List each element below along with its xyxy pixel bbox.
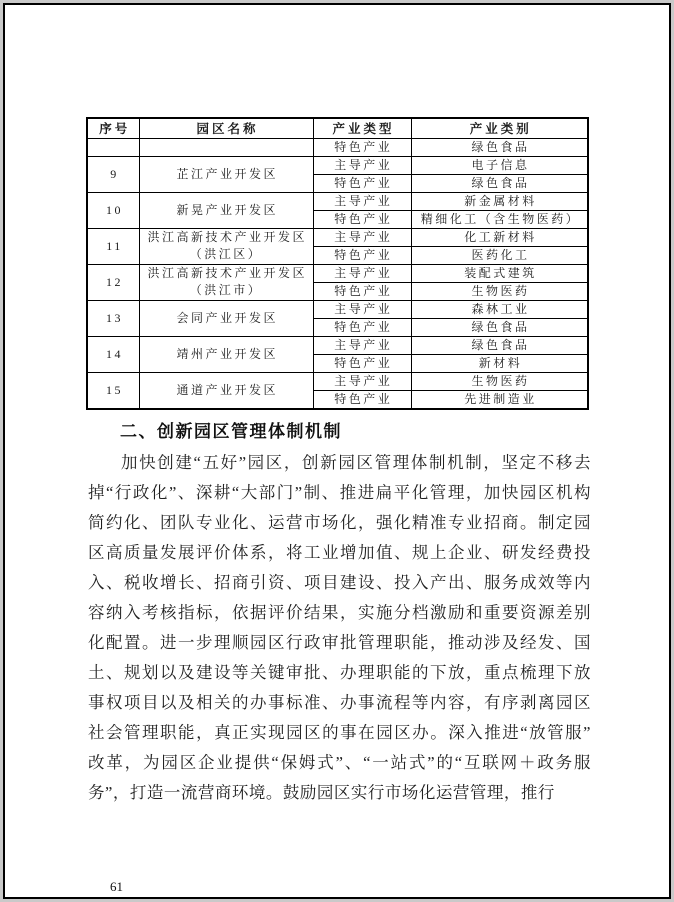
table-row (87, 192, 588, 210)
cell-park-name (139, 138, 313, 156)
cell-industry-type: 主导产业 (313, 156, 411, 174)
cell-industry-category: 新材料 (411, 354, 588, 372)
cell-industry-type: 主导产业 (313, 372, 411, 390)
cell-industry-category: 医药化工 (411, 246, 588, 264)
cell-industry-type: 主导产业 (313, 264, 411, 282)
cell-industry-category: 绿色食品 (411, 138, 588, 156)
cell-park-name: 芷江产业开发区 (139, 156, 313, 192)
cell-park-name: 洪江高新技术产业开发区 （洪江市） (139, 264, 313, 300)
paragraph-line: 掉“行政化”、深耕“大部门”制、推进扁平化管理，加快园区机构 (88, 483, 591, 502)
cell-industry-category: 绿色食品 (411, 318, 588, 336)
table-row (87, 300, 588, 318)
cell-index: 13 (87, 300, 139, 336)
cell-industry-category: 化工新材料 (411, 228, 588, 246)
cell-index: 12 (87, 264, 139, 300)
cell-industry-type: 特色产业 (313, 138, 411, 156)
cell-industry-type: 特色产业 (313, 354, 411, 372)
body-paragraph (88, 448, 591, 808)
paragraph-line: 简约化、团队专业化、运营市场化，强化精准专业招商。制定园 (88, 513, 591, 532)
column-header: 序号 (87, 118, 139, 138)
paragraph-line: 化配置。进一步理顺园区行政审批管理职能，推动涉及经发、国 (88, 633, 591, 652)
cell-industry-category: 生物医药 (411, 372, 588, 390)
cell-industry-category: 精细化工（含生物医药） (411, 210, 588, 228)
cell-industry-category: 电子信息 (411, 156, 588, 174)
paragraph-line: 加快创建“五好”园区，创新园区管理体制机制，坚定不移去 (121, 453, 591, 472)
cell-industry-type: 主导产业 (313, 300, 411, 318)
cell-index: 11 (87, 228, 139, 264)
paragraph-line: 社会管理职能，真正实现园区的事在园区办。深入推进“放管服” (88, 723, 591, 742)
paragraph-line: 改革，为园区企业提供“保姆式”、“一站式”的“互联网＋政务服 (88, 753, 591, 772)
paragraph-line: 入、税收增长、招商引资、项目建设、投入产出、服务成效等内 (88, 573, 591, 592)
cell-industry-category: 绿色食品 (411, 174, 588, 192)
table-header-row (87, 118, 588, 138)
cell-industry-category: 装配式建筑 (411, 264, 588, 282)
column-header: 产业类别 (411, 118, 588, 138)
parks-table-body (87, 138, 588, 409)
paragraph-line: 土、规划以及建设等关键审批、办理职能的下放，重点梳理下放 (88, 663, 591, 682)
table-row (87, 372, 588, 390)
table-row (87, 228, 588, 246)
cell-industry-type: 特色产业 (313, 246, 411, 264)
cell-industry-type: 特色产业 (313, 174, 411, 192)
cell-industry-category: 新金属材料 (411, 192, 588, 210)
section-heading: 二、创新园区管理体制机制 (120, 422, 342, 441)
cell-industry-type: 特色产业 (313, 210, 411, 228)
paragraph-line: 区高质量发展评价体系，将工业增加值、规上企业、研发经费投 (88, 543, 591, 562)
paragraph-line: 事权项目以及相关的办事标准、办事流程等内容，有序剥离园区 (88, 693, 591, 712)
cell-industry-type: 主导产业 (313, 336, 411, 354)
cell-industry-category: 绿色食品 (411, 336, 588, 354)
cell-index: 15 (87, 372, 139, 409)
table-row (87, 264, 588, 282)
table-row (87, 156, 588, 174)
cell-industry-type: 主导产业 (313, 192, 411, 210)
cell-industry-type: 特色产业 (313, 390, 411, 409)
cell-park-name: 新晃产业开发区 (139, 192, 313, 228)
cell-index: 10 (87, 192, 139, 228)
cell-industry-type: 特色产业 (313, 282, 411, 300)
table-row (87, 138, 588, 156)
column-header: 园区名称 (139, 118, 313, 138)
cell-industry-category: 森林工业 (411, 300, 588, 318)
document-page (3, 3, 671, 899)
cell-park-name: 洪江高新技术产业开发区 （洪江区） (139, 228, 313, 264)
table-row (87, 336, 588, 354)
column-header: 产业类型 (313, 118, 411, 138)
paragraph-line: 容纳入考核指标，依据评价结果，实施分档激励和重要资源差别 (88, 603, 591, 622)
cell-park-name: 通道产业开发区 (139, 372, 313, 409)
cell-index (87, 138, 139, 156)
cell-park-name: 靖州产业开发区 (139, 336, 313, 372)
cell-park-name: 会同产业开发区 (139, 300, 313, 336)
cell-industry-category: 先进制造业 (411, 390, 588, 409)
page-number: 61 (110, 879, 123, 894)
cell-industry-category: 生物医药 (411, 282, 588, 300)
cell-index: 9 (87, 156, 139, 192)
industrial-parks-table (86, 117, 589, 410)
paragraph-line: 务”，打造一流营商环境。鼓励园区实行市场化运营管理，推行 (88, 783, 555, 802)
cell-industry-type: 主导产业 (313, 228, 411, 246)
cell-index: 14 (87, 336, 139, 372)
cell-industry-type: 特色产业 (313, 318, 411, 336)
